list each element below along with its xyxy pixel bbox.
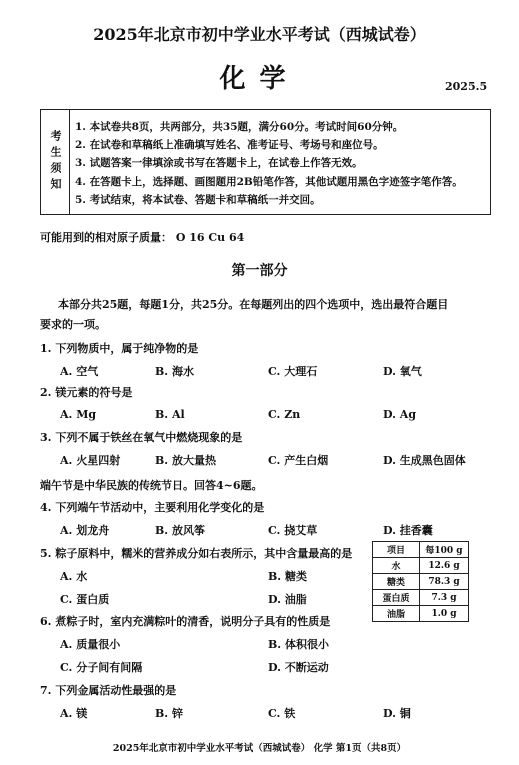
q2-option-d: D. Ag [383, 408, 417, 421]
atomic-masses: 可能用到的相对原子质量： O 16 Cu 64 [40, 231, 245, 244]
nutrition-table-header [373, 542, 469, 558]
nutrition-table [372, 541, 469, 622]
notice-item: 4. 在答题卡上，选择题、画图题用2B铅笔作答，其他试题用黑色字迹签字笔作答。 [75, 175, 463, 188]
q4-option-a: A. 划龙舟 [60, 524, 110, 537]
q7-option-c: C. 铁 [268, 707, 296, 720]
table-row [373, 606, 469, 622]
notice-item: 1. 本试卷共8页，共两部分，共35题，满分60分。考试时间60分钟。 [75, 121, 404, 133]
q6-option-a: A. 质量很小 [60, 638, 121, 651]
question-7-stem: 7. 下列金属活动性最强的是 [40, 684, 177, 697]
table-cell: 蛋白质 [373, 590, 420, 606]
subject-title: 化学 [219, 64, 300, 94]
exam-date: 2025.5 [445, 80, 488, 93]
q7-option-d: D. 铜 [383, 707, 411, 720]
page-footer: 2025年北京市初中学业水平考试（西城试卷） 化学 第1页（共8页） [112, 743, 407, 754]
instructions-line1: 本部分共25题，每题1分，共25分。在每题列出的四个选项中，选出最符合题目 [58, 298, 449, 311]
table-cell: 1.0 g [420, 606, 469, 622]
festival-note: 端午节是中华民族的传统节日。回答4~6题。 [40, 479, 263, 492]
q1-option-a: A. 空气 [60, 365, 99, 378]
notice-label: 考生须知 [49, 130, 62, 194]
q2-option-a: A. Mg [60, 408, 97, 421]
table-row [373, 590, 469, 606]
q5-option-c: C. 蛋白质 [60, 593, 110, 606]
notice-item: 2. 在试卷和草稿纸上准确填写姓名、准考证号、考场号和座位号。 [75, 139, 384, 152]
notice-box [40, 109, 491, 215]
q5-option-b: B. 糖类 [268, 570, 307, 583]
q6-option-b: B. 体积很小 [268, 638, 329, 651]
question-1-stem: 1. 下列物质中，属于纯净物的是 [40, 342, 199, 355]
table-cell: 油脂 [373, 606, 420, 622]
question-5-stem: 5. 粽子原料中，糯米的营养成分如右表所示，其中含量最高的是 [40, 547, 353, 560]
question-2-stem: 2. 镁元素的符号是 [40, 386, 133, 399]
q7-option-b: B. 锌 [155, 707, 183, 720]
q4-option-c: C. 挠艾草 [268, 524, 318, 537]
q5-option-a: A. 水 [60, 570, 88, 583]
q3-option-a: A. 火星四射 [60, 454, 121, 467]
notice-item: 3. 试题答案一律填涂或书写在答题卡上，在试卷上作答无效。 [75, 157, 363, 170]
part-title: 第一部分 [231, 263, 288, 279]
table-header-cell: 每100 g [420, 542, 469, 558]
q1-option-d: D. 氧气 [383, 365, 422, 378]
q5-option-d: D. 油脂 [268, 593, 307, 606]
table-row [373, 574, 469, 590]
q4-option-b: B. 放风筝 [155, 524, 205, 537]
q6-option-d: D. 不断运动 [268, 661, 329, 674]
table-cell: 7.3 g [420, 590, 469, 606]
question-3-stem: 3. 下列不属于铁丝在氧气中燃烧现象的是 [40, 431, 243, 444]
q3-option-c: C. 产生白烟 [268, 454, 329, 467]
question-4-stem: 4. 下列端午节活动中，主要利用化学变化的是 [40, 501, 265, 514]
q1-option-c: C. 大理石 [268, 365, 318, 378]
q3-option-d: D. 生成黑色固体 [383, 454, 466, 467]
table-cell: 糖类 [373, 574, 420, 590]
table-row [373, 558, 469, 574]
q7-option-a: A. 镁 [60, 707, 88, 720]
q6-option-c: C. 分子间有间隔 [60, 661, 143, 674]
q2-option-b: B. Al [155, 408, 185, 421]
table-cell: 水 [373, 558, 420, 574]
q2-option-c: C. Zn [268, 408, 301, 421]
exam-title: 2025年北京市初中学业水平考试（西城试卷） [93, 25, 426, 44]
table-header-cell: 项目 [373, 542, 420, 558]
question-6-stem: 6. 煮粽子时，室内充满粽叶的清香，说明分子具有的性质是 [40, 615, 331, 628]
q4-option-d: D. 挂香囊 [383, 524, 433, 537]
q1-option-b: B. 海水 [155, 365, 194, 378]
notice-label-cell [41, 110, 70, 214]
notice-items [75, 118, 463, 209]
instructions-line2: 要求的一项。 [40, 318, 106, 331]
table-cell: 78.3 g [420, 574, 469, 590]
q3-option-b: B. 放大量热 [155, 454, 216, 467]
table-cell: 12.6 g [420, 558, 469, 574]
notice-item: 5. 考试结束，将本试卷、答题卡和草稿纸一并交回。 [75, 193, 321, 206]
